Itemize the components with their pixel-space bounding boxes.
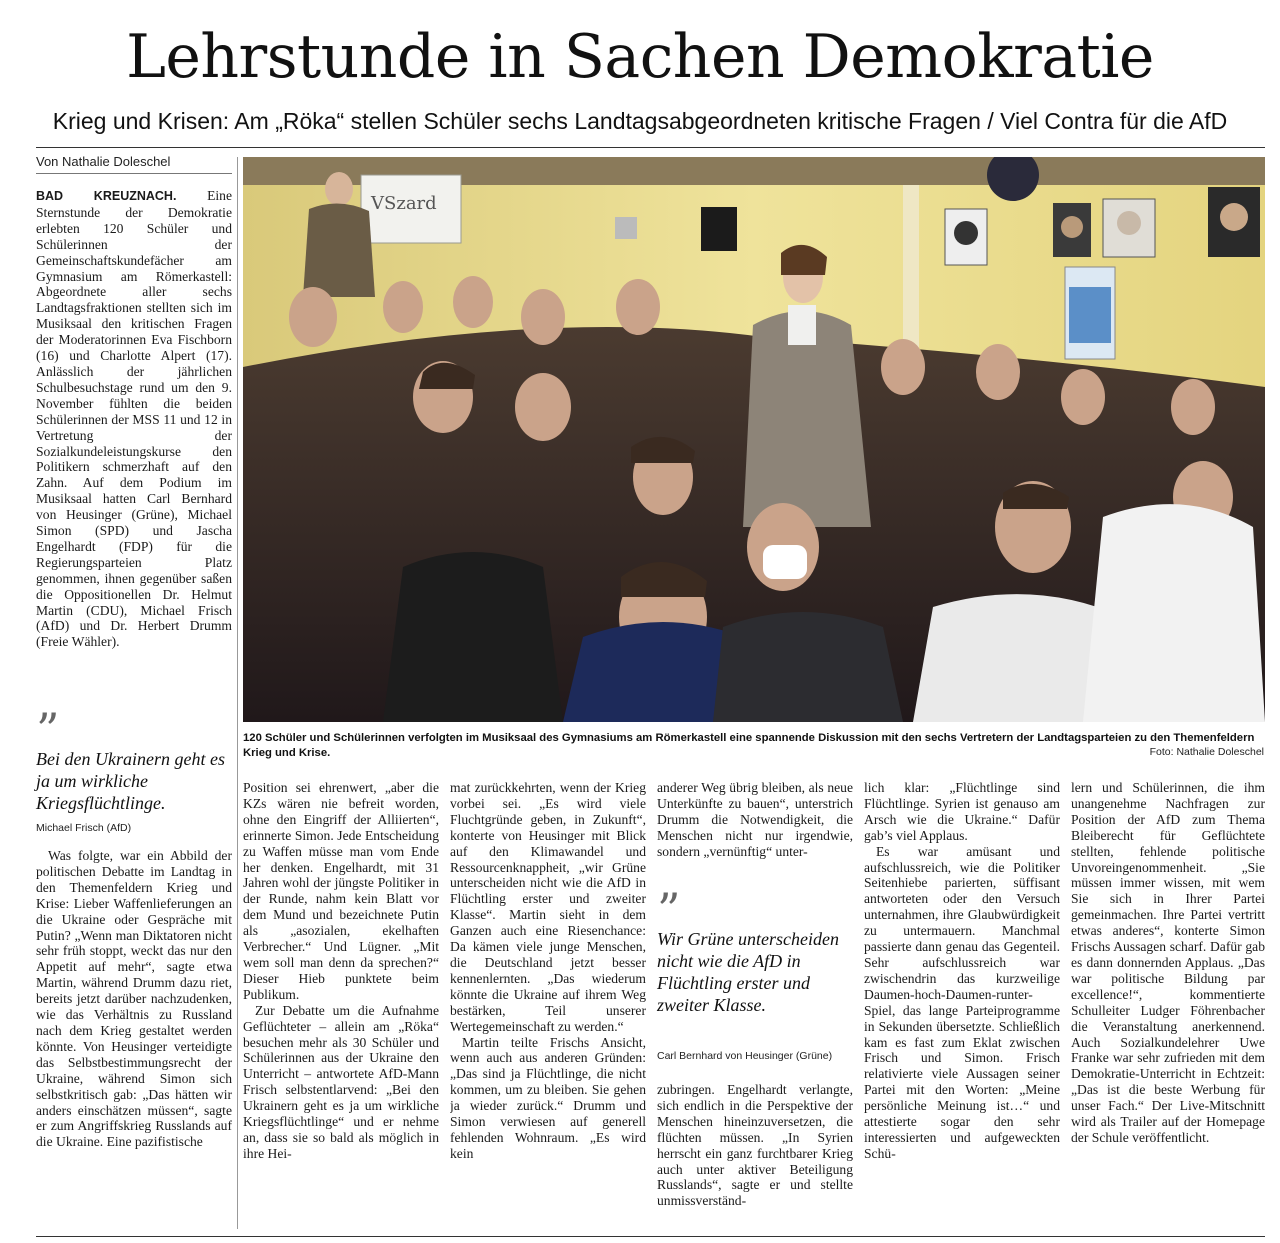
column-2-paragraph-1: Position sei ehrenwert, „aber die KZs wären nie befreit worden, ohne den Eingriff der Alliierten“, erinnerte Simon. Jede Entscheidung zu Waffen müsse man vom Ende her denken. Engelhardt, mit 31 Jahren wohl der jüngste Politiker in der Runde, nahm kein Blatt vor dem Mund und bezeichnete Putin als „asozialen, ekelhaften Verbrecher.“ Und Lügner. „Mit wem soll man denn da sprechen?“ Dieser Hieb punktete beim Publikum. — [243, 780, 439, 1002]
lead-text — [36, 188, 232, 700]
article-photo — [243, 157, 1265, 722]
photo-caption: 120 Schüler und Schülerinnen verfolgten im Musiksaal des Gymnasiums am Römerkastell eine spannende Diskussion mit den sechs Vertretern der Landtagsparteien zu den Themenfeldern Krieg und Krise. — [243, 732, 1255, 759]
column-2-text — [243, 780, 439, 1230]
quote-mark-icon: ” — [36, 710, 60, 742]
quote-mark-icon: ” — [657, 890, 681, 922]
column-4-paragraph-bottom: zubringen. Engelhardt verlangte, sich endlich in die Perspektive der Menschen hineinzuversetzen, die flüchten müssen. „In Syrien herrscht ein ganz furchtbarer Krieg auch unter aktiver Beteiligung Russlands“, sagte er und stellte unmissverständ- — [657, 1082, 853, 1209]
top-rule — [36, 147, 1265, 148]
bottom-rule — [36, 1236, 1265, 1237]
column-5-paragraph-2: Es war amüsant und aufschlussreich, wie die Politiker Seitenhiebe parierten, süffisant antworteten oder den Versuch unternahmen, ihre Glaubwürdigkeit zu untermauern. Manchmal passierte dann genau das Gegenteil. Sehr aufschlussreich war zwischendrin das kurzweilige Daumen-hoch-Daumen-runter-Spiel, das lange Parteiprogramme in Sekunden übersetzte. Schließlich kam es fast zum Eklat zwischen Frisch und Simon. Frisch relativierte viele Aussagen seiner Partei mit den Worten: „Meine persönliche Meinung ist…“ und attestierte sogar den sehr interessierten und aufgeweckten Schü- — [864, 843, 1060, 1161]
pull-quote-2-source: Carl Bernhard von Heusinger (Grüne) — [657, 1050, 833, 1062]
byline-rule — [36, 173, 232, 174]
column-4-bottom-text — [657, 1082, 853, 1230]
pull-quote-2: Wir Grüne unterscheiden nicht wie die AfD in Flüchtling erster und zweiter Klasse. — [657, 929, 839, 1015]
column-3-paragraph-1: mat zurückkehrten, wenn der Krieg vorbei sei. „Es wird viele Fluchtgründe geben, in Zukunft“, konterte von Heusinger mit Blick auf den Klimawandel und Ressourcenknappheit, „wir Grüne unterscheiden nicht wie die AfD in Flüchtling erster und zweiter Klasse“. Martin sieht in dem Ganzen auch eine Riesenchance: Da kämen viele junge Menschen, die Deutschland jetzt besser kennenlernten. „Das wiederum könnte die Ukraine auf ihrem Weg bestärken, Teil unserer Wertegemeinschaft zu werden.“ — [450, 780, 646, 1034]
dateline: BAD KREUZNACH. — [36, 189, 177, 203]
board-text: VSzard — [371, 193, 437, 214]
column-3-text — [450, 780, 646, 1230]
column-1-text — [36, 848, 232, 1233]
classroom-photo — [243, 157, 1265, 722]
column-6-text — [1071, 780, 1265, 1230]
column-rule — [237, 157, 238, 1229]
column-1-paragraph: Was folgte, war ein Abbild der politischen Debatte im Landtag in den Themenfeldern Krieg und Krise: Lieber Waffenlieferungen an die Ukraine oder Gespräche mit Putin? „Wenn man Diktatoren nicht sehr früh stoppt, weckt das nur den Appetit auf mehr“, sagte etwa Martin, während Drumm dazu riet, bereits jetzt darüber nachzudenken, wie das Verhältnis zu Russland nach dem Krieg gestaltet werden könnte. Von Heusinger verteidigte das Selbstbestimmungsrecht der Ukraine, während Simon sich selbstkritisch gab: „Das hätten wir anders einschätzen müssen“, sagte er zum Angriffskrieg Russlands auf die Ukraine. Eine pazifistische — [36, 848, 232, 1150]
pull-quote-1-source: Michael Frisch (AfD) — [36, 822, 132, 834]
column-4-top-text — [657, 780, 853, 880]
byline: Von Nathalie Doleschel — [36, 154, 171, 169]
photo-credit: Foto: Nathalie Doleschel — [1149, 746, 1264, 758]
pull-quote-1: Bei den Ukrainern geht es ja um wirkliche Kriegsflüchtlinge. — [36, 749, 225, 813]
column-4-paragraph-top: anderer Weg übrig bleiben, als neue Unterkünfte zu bauen“, unterstrich Drumm die Notwendigkeit, die Menschen nicht nur irgendwie, sondern „vernünftig“ unter- — [657, 780, 853, 859]
column-2-paragraph-2: Zur Debatte um die Aufnahme Geflüchteter – allein am „Röka“ besuchen mehr als 30 Schüler und Schülerinnen aus der Ukraine den Unterricht – antwortete AfD-Mann Frisch selbstentlarvend: „Bei den Ukrainern geht es ja um wirkliche Kriegsflüchtlinge“ und er nehme an, dass sie so bald als möglich in ihre Hei- — [243, 1002, 439, 1161]
subheadline: Krieg und Krisen: Am „Röka“ stellen Schüler sechs Landtagsabgeordneten kritische Fragen / Viel Contra für die AfD — [52, 108, 1228, 134]
column-3-paragraph-2: Martin teilte Frischs Ansicht, wenn auch aus anderen Gründen: „Das sind ja Flüchtlinge, die nicht kommen, um zu bleiben. Sie gehen ja wieder zurück.“ Drumm und Simon verwiesen auf generell fehlenden Wohnraum. „Es wird kein — [450, 1034, 646, 1161]
column-6-paragraph: lern und Schülerinnen, die ihm unangenehme Nachfragen zur Position der AfD zum Thema Bleiberecht für Geflüchtete stellten, fehlende politische Unvoreingenommenheit. „Sie müssen immer wissen, mit wem Sie sich in Ihrer Partei gemeinmachen. Ihre Partei vertritt etwas anderes“, konterte Simon Frischs Aussagen scharf. Dafür gab es dann donnernden Applaus. „Das war politische Bildung par excellence!“, kommentierte Schulleiter Ludger Föhrenbacher die Veranstaltung anerkennend. Auch Sozialkundelehrer Uwe Franke war sehr zufrieden mit dem Demokratie-Unterricht in Echtzeit: „Das ist die beste Werbung für unser Fach.“ Der Live-Mitschnitt wird als Trailer auf der Homepage der Schule veröffentlicht. — [1071, 780, 1265, 1145]
headline: Lehrstunde in Sachen Demokratie — [126, 22, 1154, 92]
lead-body: Eine Sternstunde der Demokratie erlebten 120 Schüler und Schülerinnen der Gemeinschaftskundefächer am Gymnasium am Römerkastell: Abgeordnete aller sechs Landtagsfraktionen stellten sich im Musiksaal den kritischen Fragen der Moderatorinnen Eva Fischborn (16) und Charlotte Alpert (17). Anlässlich der jährlichen Schulbesuchstage rund um den 9. November fühlten die beiden Schülerinnen der MSS 11 und 12 in Vertretung der Sozialkundeleistungskurse den Politikern schmerzhaft auf den Zahn. Auf dem Podium im Musiksaal hatten Carl Bernhard von Heusinger (Grüne), Michael Simon (SPD) und Jascha Engelhardt (FDP) für die Regierungsparteien Platz genommen, ihnen gegenüber saßen die Oppositionellen Dr. Helmut Martin (CDU), Michael Frisch (AfD) und Dr. Herbert Drumm (Freie Wähler). — [36, 188, 232, 650]
column-5-text — [864, 780, 1060, 1230]
column-5-paragraph-1: lich klar: „Flüchtlinge sind Flüchtlinge. Syrien ist genauso am Arsch wie die Ukraine.“ Dafür gab’s viel Applaus. — [864, 780, 1060, 843]
